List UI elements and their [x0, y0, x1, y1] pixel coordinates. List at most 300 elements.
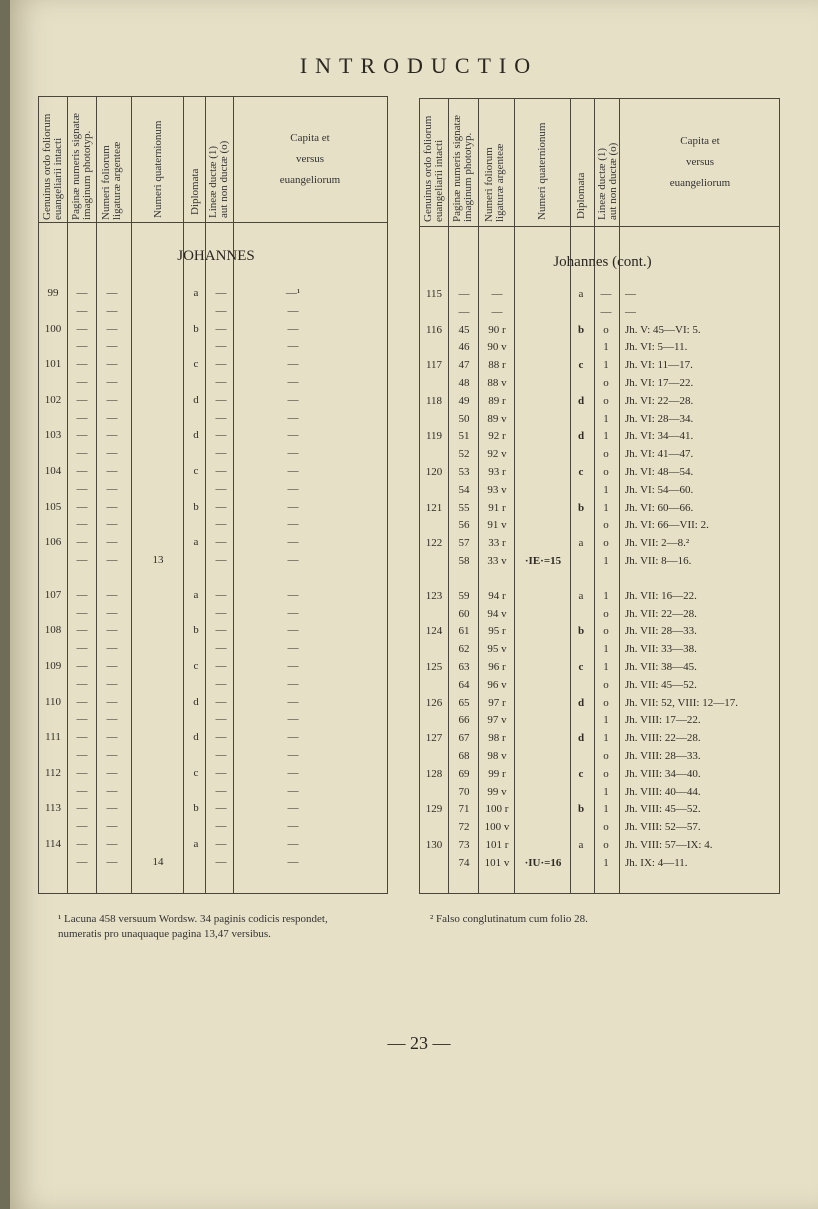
pagina-cell: — [76, 287, 88, 299]
pagina-cell: — [458, 288, 470, 300]
capita-cell: Jh. VI: 34—41. [625, 430, 694, 443]
linea-cell: 1 [603, 341, 609, 354]
linea-cell: — [215, 287, 227, 299]
table-row [419, 499, 779, 517]
pagina-cell: 50 [458, 412, 470, 425]
linea-cell: o [603, 750, 609, 762]
folio-number: 126 [425, 696, 443, 709]
folio-number: 108 [44, 624, 62, 637]
capita-cell: Jh. VIII: 57—IX: 4. [625, 839, 713, 851]
table-row [419, 622, 779, 640]
pagina-cell: — [76, 518, 88, 531]
folio-number: 120 [425, 466, 443, 478]
quaternio-cell: 14 [152, 855, 164, 868]
pagina-cell: 58 [458, 555, 470, 567]
capita-cell: — [625, 305, 636, 318]
pagina-cell: — [76, 447, 88, 460]
numerus-folii-cell: 92 v [487, 448, 507, 461]
table-row [419, 640, 779, 658]
right-section-title: Johannes (cont.) [553, 254, 652, 270]
linea-cell: 1 [603, 856, 609, 869]
diploma-cell: d [577, 430, 585, 443]
pagina-cell: — [76, 500, 88, 513]
linea-cell: 1 [603, 359, 609, 372]
table-row [419, 765, 779, 783]
footnote-line: ¹ Lacuna 458 versuum Wordsw. 34 paginis codicis respondet, [58, 913, 328, 925]
pagina-cell: — [76, 411, 88, 424]
table-row [38, 284, 388, 302]
table-row [38, 639, 388, 657]
numerus-folii-cell: 99 v [487, 785, 507, 798]
numerus-folii-cell: 91 r [488, 501, 506, 514]
table-row [419, 854, 779, 872]
table-row [38, 675, 388, 693]
header-capita-line: euangeliorum [279, 174, 341, 186]
table-row [419, 481, 779, 499]
table-row [419, 676, 779, 694]
folio-number: 110 [44, 695, 62, 708]
capita-cell: — [287, 677, 299, 690]
capita-cell: — [287, 465, 299, 477]
diploma-cell: a [578, 288, 584, 300]
capita-cell: — [287, 500, 299, 513]
folio-number: 125 [425, 661, 443, 673]
capita-cell: Jh. VII: 28—33. [625, 625, 697, 638]
table-row [419, 321, 779, 339]
linea-cell: 1 [603, 714, 609, 727]
numerus-folii-cell: — [106, 606, 118, 619]
capita-cell: — [287, 588, 299, 601]
pagina-cell: — [76, 554, 88, 566]
diploma-cell: a [193, 287, 199, 299]
pagina-cell: — [76, 340, 88, 353]
table-row [38, 498, 388, 516]
linea-cell: — [215, 536, 227, 549]
folio-number: 117 [425, 359, 443, 372]
numerus-folii-cell: — [491, 305, 503, 318]
numerus-folii-cell: — [106, 322, 118, 335]
linea-cell: — [215, 784, 227, 797]
pagina-cell: 52 [458, 448, 470, 461]
footnote-left [58, 912, 398, 942]
capita-cell: — [287, 660, 299, 672]
capita-cell: Jh. VI: 48—54. [625, 466, 694, 478]
diploma-cell: a [193, 588, 199, 601]
capita-cell: — [287, 606, 299, 619]
table-row [419, 605, 779, 623]
capita-cell: Jh. VIII: 45—52. [625, 803, 701, 816]
diploma-cell: d [577, 732, 585, 745]
table-row [419, 516, 779, 534]
left-section-title: JOHANNES [177, 248, 255, 264]
numerus-folii-cell: — [106, 802, 118, 815]
table-row [419, 445, 779, 463]
diploma-cell: d [577, 696, 585, 709]
linea-cell: — [215, 766, 227, 779]
table-row [419, 694, 779, 712]
capita-cell: Jh. VIII: 34—40. [625, 767, 701, 780]
numerus-folii-cell: — [106, 588, 118, 601]
numerus-folii-cell: 94 v [487, 607, 507, 620]
table-row [419, 392, 779, 410]
linea-cell: o [603, 323, 609, 336]
table-row [38, 426, 388, 444]
diploma-cell: b [577, 323, 585, 336]
pagina-cell: 62 [458, 643, 470, 656]
numerus-folii-cell: 95 r [488, 625, 506, 638]
table-row [38, 817, 388, 835]
numerus-folii-cell: — [106, 820, 118, 833]
pagina-cell: — [76, 322, 88, 335]
pagina-cell: — [76, 536, 88, 549]
footnote-line: ² Falso conglutinatum cum folio 28. [430, 913, 588, 925]
table-row [38, 621, 388, 639]
linea-cell: o [603, 466, 609, 478]
pagina-cell: — [76, 642, 88, 655]
linea-cell: — [215, 677, 227, 690]
numerus-folii-cell: 90 r [488, 323, 506, 336]
capita-cell: — [287, 429, 299, 442]
numerus-folii-cell: 101 r [485, 839, 509, 851]
capita-cell: — [287, 695, 299, 708]
pagina-cell: — [76, 304, 88, 317]
folio-number: 109 [44, 660, 62, 672]
table-row [38, 409, 388, 427]
capita-cell: Jh. VII: 38—45. [625, 661, 697, 673]
pagina-cell: 74 [458, 856, 470, 869]
diploma-cell: a [578, 589, 584, 602]
pagina-cell: 60 [458, 607, 470, 620]
diploma-cell: b [193, 500, 199, 513]
numerus-folii-cell: — [106, 536, 118, 549]
pagina-cell: — [76, 358, 88, 371]
linea-cell: — [215, 322, 227, 335]
diploma-cell: c [193, 660, 199, 672]
table-row [38, 586, 388, 604]
linea-cell: — [215, 855, 227, 868]
table-row [419, 552, 779, 570]
capita-cell: — [287, 411, 299, 424]
pagina-cell: — [76, 784, 88, 797]
header-quaternionum: Numeri quaternionum [536, 122, 548, 220]
header-paginae: Paginæ numeris signatæ imaginum phototyp. [451, 115, 474, 222]
header-capita-line: Capita et [680, 135, 720, 147]
linea-cell: — [600, 288, 612, 300]
numerus-folii-cell: — [106, 500, 118, 513]
header-capita-line: versus [295, 153, 325, 165]
diploma-cell: a [193, 536, 199, 549]
numerus-folii-cell: 93 v [487, 483, 507, 496]
linea-cell: — [215, 358, 227, 371]
numerus-folii-cell: — [106, 713, 118, 726]
linea-cell: 1 [603, 589, 609, 602]
diploma-cell: c [578, 359, 584, 372]
folio-number: 130 [425, 839, 443, 851]
folio-number: 129 [425, 803, 443, 816]
pagina-cell: — [76, 713, 88, 726]
numerus-folii-cell: — [106, 749, 118, 761]
capita-cell: Jh. VIII: 28—33. [625, 750, 701, 762]
pagina-cell: — [76, 820, 88, 833]
linea-cell: — [215, 411, 227, 424]
numerus-folii-cell: — [106, 660, 118, 672]
header-quaternionum: Numeri quaternionum [152, 120, 164, 218]
numerus-folii-cell: — [106, 784, 118, 797]
numerus-folii-cell: — [106, 304, 118, 317]
capita-cell: — [287, 802, 299, 815]
linea-cell: 1 [603, 430, 609, 443]
numerus-folii-cell: 89 r [488, 394, 506, 407]
pagina-cell: — [76, 660, 88, 672]
linea-cell: o [603, 519, 609, 532]
pagina-cell: — [76, 766, 88, 779]
pagina-cell: — [76, 749, 88, 761]
pagina-cell: 48 [458, 377, 470, 389]
pagina-cell: 72 [458, 821, 470, 834]
table-row [38, 462, 388, 480]
linea-cell: 1 [603, 732, 609, 745]
page-title: INTRODUCTIO [299, 53, 539, 78]
pagina-cell: 71 [458, 803, 470, 816]
numerus-folii-cell: — [106, 554, 118, 566]
header-diplomata: Diplomata [575, 172, 587, 219]
linea-cell: — [215, 518, 227, 531]
linea-cell: 1 [603, 483, 609, 496]
numerus-folii-cell: — [106, 731, 118, 744]
numerus-folii-cell: 94 r [488, 589, 506, 602]
capita-cell: — [287, 642, 299, 655]
header-paginae: Paginæ numeris signatæ imaginum phototyp. [70, 113, 93, 220]
linea-cell: — [215, 429, 227, 442]
table-row [419, 374, 779, 392]
capita-cell: Jh. VI: 60—66. [625, 501, 694, 514]
table-row [38, 302, 388, 320]
table-row [38, 480, 388, 498]
diploma-cell: d [193, 429, 199, 442]
table-row [38, 391, 388, 409]
pagina-cell: — [76, 731, 88, 744]
capita-cell: Jh. VI: 66—VII: 2. [625, 519, 709, 532]
pagina-cell: — [458, 305, 470, 318]
table-row [419, 587, 779, 605]
numerus-folii-cell: — [106, 358, 118, 371]
capita-cell: Jh. VII: 2—8.² [625, 537, 690, 550]
folio-number: 101 [44, 358, 62, 371]
capita-cell: — [287, 784, 299, 797]
folio-number: 122 [425, 537, 443, 550]
table-row [419, 818, 779, 836]
pagina-cell: 70 [458, 785, 470, 798]
capita-cell: — [287, 358, 299, 371]
header-capita [250, 128, 370, 191]
footnote-right [430, 912, 770, 927]
numerus-folii-cell: — [106, 429, 118, 442]
pagina-cell: — [76, 838, 88, 850]
folio-number: 107 [44, 588, 62, 601]
pagina-cell: — [76, 606, 88, 619]
capita-cell: Jh. VI: 5—11. [625, 341, 688, 354]
linea-cell: — [215, 731, 227, 744]
table-row [38, 764, 388, 782]
folio-number: 118 [425, 394, 443, 407]
table-row [38, 533, 388, 551]
pagina-cell: — [76, 429, 88, 442]
header-numeri-foliorum: Numeri foliorum ligaturæ argenteæ [483, 143, 506, 222]
numerus-folii-cell: — [106, 287, 118, 299]
table-row [419, 747, 779, 765]
table-row [38, 355, 388, 373]
capita-cell: Jh. VII: 45—52. [625, 678, 697, 691]
numerus-folii-cell: — [106, 518, 118, 531]
capita-cell: — [287, 447, 299, 460]
capita-cell: Jh. V: 45—VI: 5. [625, 323, 701, 336]
folio-number: 121 [425, 501, 443, 514]
linea-cell: 1 [603, 643, 609, 656]
table-row [38, 746, 388, 764]
table-row [38, 710, 388, 728]
linea-cell: o [603, 696, 609, 709]
folio-number: 124 [425, 625, 443, 638]
linea-cell: — [215, 554, 227, 566]
numerus-folii-cell: 100 r [485, 803, 509, 816]
table-row [38, 728, 388, 746]
pagina-cell: 67 [458, 732, 470, 745]
capita-cell: Jh. VII: 52, VIII: 12—17. [625, 696, 738, 709]
linea-cell: o [603, 678, 609, 691]
linea-cell: 1 [603, 555, 609, 567]
pagina-cell: 46 [458, 341, 470, 354]
pagina-cell: — [76, 376, 88, 388]
capita-cell: Jh. VII: 33—38. [625, 643, 697, 656]
capita-cell: — [287, 624, 299, 637]
linea-cell: — [215, 838, 227, 850]
capita-cell: Jh. VIII: 40—44. [625, 785, 701, 798]
table-row [38, 551, 388, 569]
header-genuinus: Genuinus ordo foliorum euangeliarii intacti [41, 113, 64, 220]
pagina-cell: 53 [458, 466, 470, 478]
table-row [419, 338, 779, 356]
numerus-folii-cell: 93 r [488, 466, 506, 478]
numerus-folii-cell: — [106, 393, 118, 406]
linea-cell: — [600, 305, 612, 318]
capita-cell: — [287, 554, 299, 566]
folio-number: 119 [425, 430, 443, 443]
capita-cell: Jh. VII: 22—28. [625, 607, 697, 620]
numerus-folii-cell: 98 v [487, 750, 507, 762]
folio-number: 104 [44, 465, 62, 477]
linea-cell: o [603, 607, 609, 620]
linea-cell: — [215, 447, 227, 460]
table-row [419, 303, 779, 321]
folio-number: 116 [425, 323, 443, 336]
capita-cell: — [625, 288, 636, 300]
table-row [419, 427, 779, 445]
numerus-folii-cell: — [106, 624, 118, 637]
left-header-rule [38, 222, 388, 223]
folio-number: 99 [47, 287, 59, 299]
capita-cell: — [287, 536, 299, 549]
capita-cell: Jh. VI: 54—60. [625, 483, 694, 496]
diploma-cell: b [193, 624, 199, 637]
folio-number: 113 [44, 802, 62, 815]
book-page [10, 0, 818, 1209]
capita-cell: Jh. VI: 41—47. [625, 448, 694, 461]
linea-cell: o [603, 839, 609, 851]
pagina-cell: 47 [458, 359, 470, 372]
folio-number: 111 [45, 731, 61, 744]
quaternio-cell: ·IU·=16 [524, 856, 562, 869]
pagina-cell: — [76, 393, 88, 406]
pagina-cell: 59 [458, 589, 470, 602]
pagina-cell: — [76, 677, 88, 690]
header-genuinus: Genuinus ordo foliorum euangeliarii intacti [422, 115, 445, 222]
header-lineae: Lineæ ductæ (1) aut non ductæ (o) [207, 140, 230, 218]
linea-cell: — [215, 749, 227, 761]
numerus-folii-cell: — [106, 340, 118, 353]
linea-cell: o [603, 821, 609, 834]
capita-cell: —¹ [285, 287, 301, 299]
pagina-cell: 73 [458, 839, 470, 851]
table-row [38, 657, 388, 675]
numerus-folii-cell: 99 r [488, 767, 506, 780]
capita-cell: — [287, 766, 299, 779]
table-row [419, 463, 779, 481]
folio-number: 114 [44, 838, 62, 850]
pagina-cell: — [76, 624, 88, 637]
diploma-cell: a [578, 537, 584, 550]
pagina-cell: — [76, 482, 88, 495]
numerus-folii-cell: — [106, 482, 118, 495]
linea-cell: — [215, 465, 227, 477]
numerus-folii-cell: — [491, 288, 503, 300]
diploma-cell: a [578, 839, 584, 851]
diploma-cell: c [578, 661, 584, 673]
right-header-rule [419, 226, 780, 227]
linea-cell: 1 [603, 661, 609, 673]
folio-number: 103 [44, 429, 62, 442]
header-numeri-foliorum: Numeri foliorum ligaturæ argenteæ [100, 141, 123, 220]
table-row [38, 604, 388, 622]
table-row [38, 373, 388, 391]
linea-cell: — [215, 660, 227, 672]
header-capita [640, 131, 760, 194]
diploma-cell: b [193, 322, 199, 335]
folio-number: 105 [44, 500, 62, 513]
numerus-folii-cell: 98 r [488, 732, 506, 745]
table-row [419, 800, 779, 818]
capita-cell: — [287, 820, 299, 833]
table-row [419, 410, 779, 428]
diploma-cell: b [193, 802, 199, 815]
numerus-folii-cell: 33 v [487, 555, 507, 567]
pagina-cell: — [76, 588, 88, 601]
numerus-folii-cell: — [106, 465, 118, 477]
pagina-cell: — [76, 855, 88, 868]
table-row [38, 799, 388, 817]
numerus-folii-cell: 95 v [487, 643, 507, 656]
linea-cell: — [215, 588, 227, 601]
linea-cell: — [215, 393, 227, 406]
table-row [38, 853, 388, 871]
pagina-cell: 45 [458, 323, 470, 336]
diploma-cell: c [578, 767, 584, 780]
linea-cell: — [215, 304, 227, 317]
folio-number: 128 [425, 767, 443, 780]
linea-cell: — [215, 482, 227, 495]
header-capita-line: versus [685, 156, 715, 168]
capita-cell: — [287, 713, 299, 726]
numerus-folii-cell: 100 v [484, 821, 510, 834]
